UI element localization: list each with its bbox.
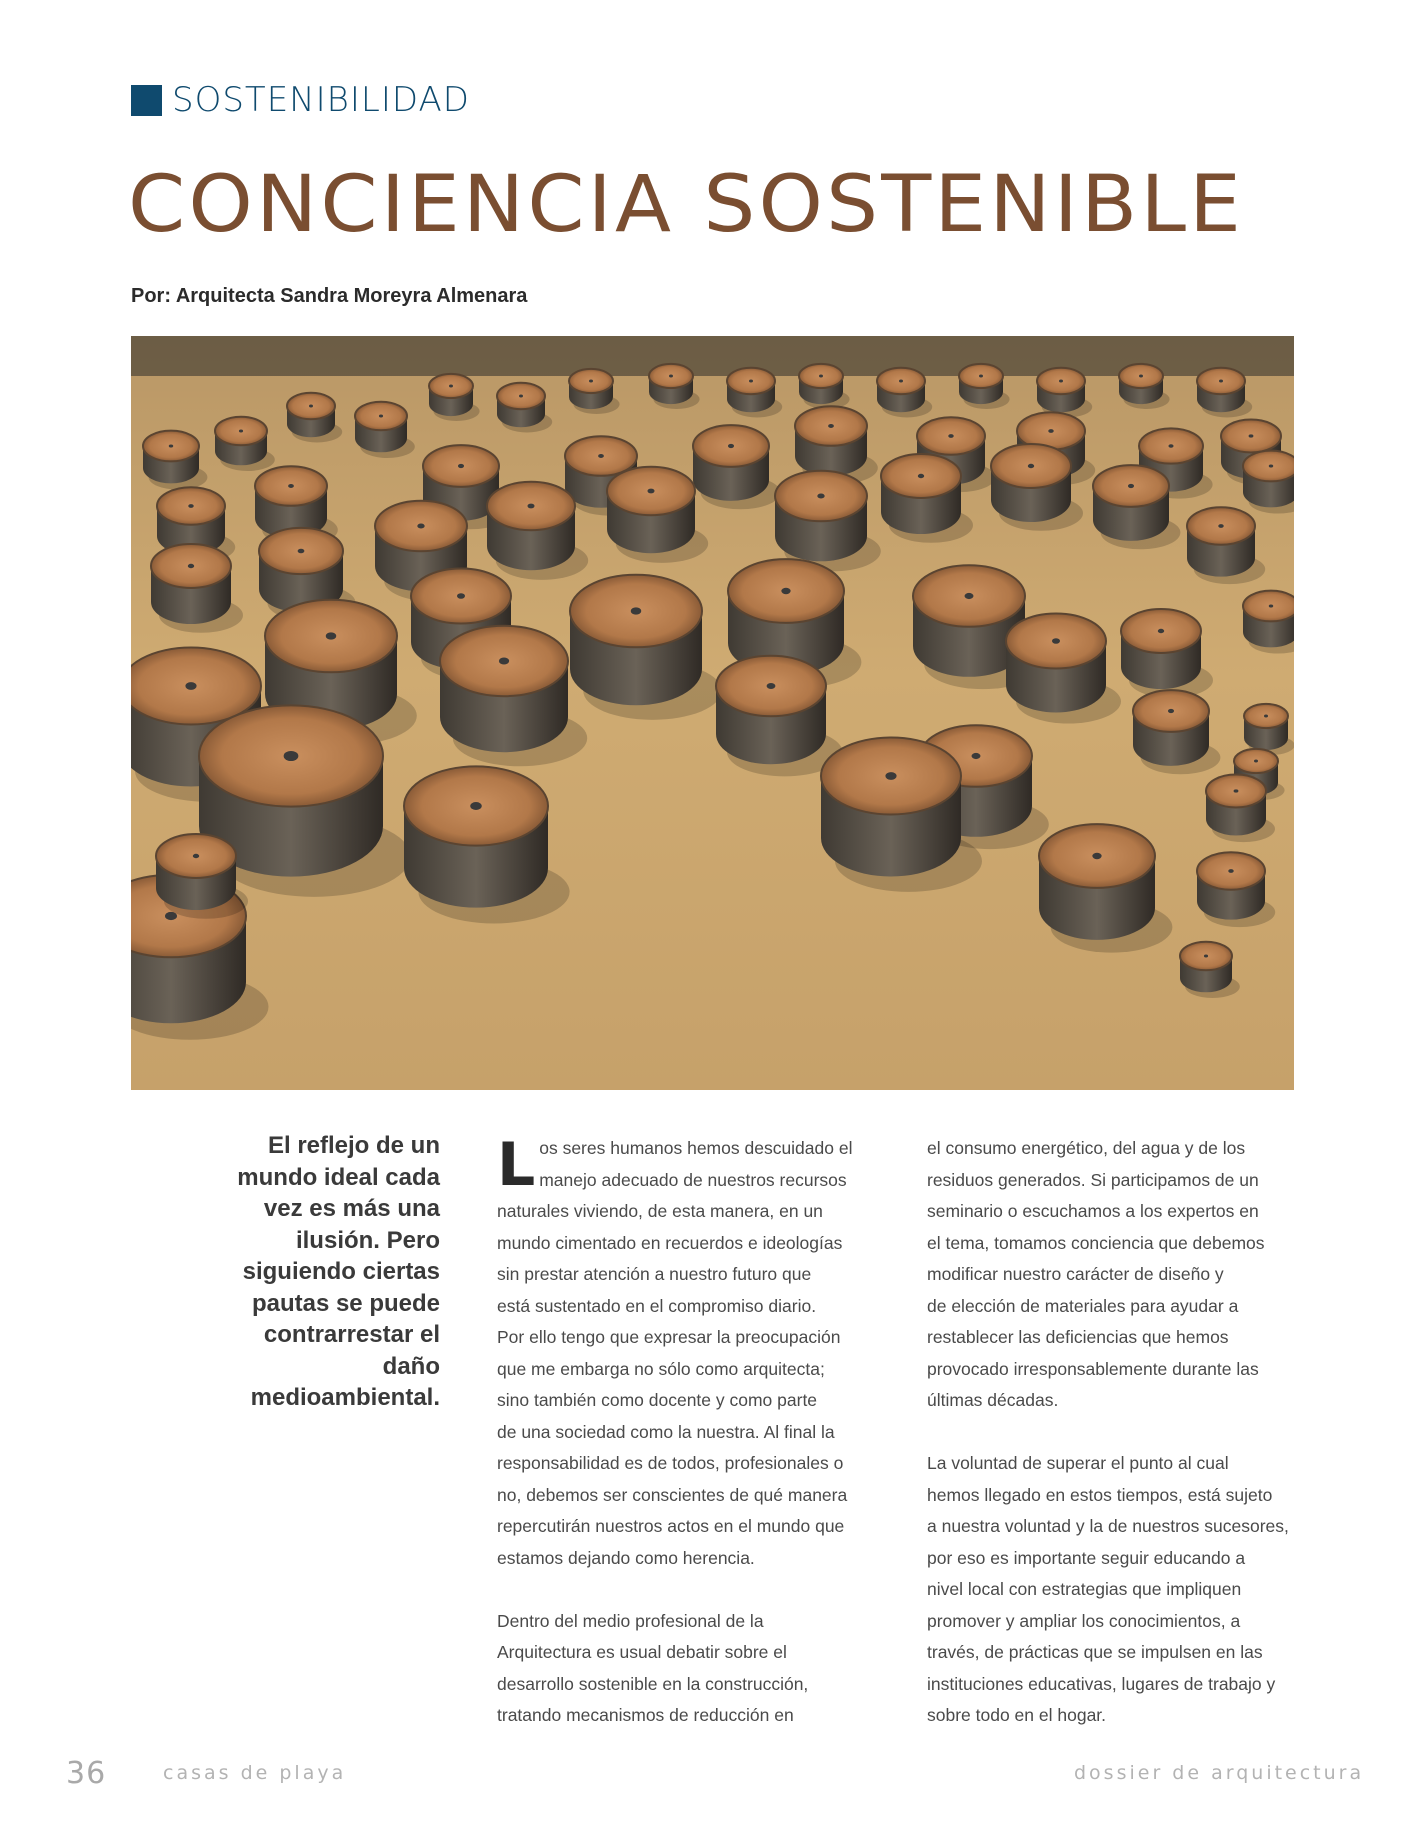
- text-line: por eso es importante seguir educando a: [927, 1547, 1246, 1568]
- wood-stump: [1197, 368, 1252, 418]
- page-number: 36: [66, 1756, 107, 1791]
- text-line: restablecer las deficiencias que hemos: [927, 1327, 1229, 1347]
- text-line: a nuestra voluntad y la de nuestros sucesores,: [927, 1516, 1289, 1536]
- section-marker-square: [131, 85, 162, 116]
- text-line: Arquitectura es usual debatir sobre el: [497, 1642, 787, 1662]
- wood-stump: [1244, 704, 1294, 755]
- wood-stump: [727, 368, 782, 418]
- text-line: os seres humanos hemos descuidado el: [539, 1138, 853, 1158]
- text-line: que me embarga no sólo como arquitecta;: [497, 1358, 825, 1379]
- wood-stump: [569, 369, 620, 414]
- wood-stump: [1180, 942, 1240, 998]
- magazine-name: casas de playa: [163, 1762, 347, 1784]
- text-line: manejo adecuado de nuestros recursos: [539, 1169, 847, 1190]
- text-line: el consumo energético, del agua y de los: [927, 1138, 1246, 1158]
- article-byline: Por: Arquitecta Sandra Moreyra Almenara: [131, 285, 528, 307]
- text-line: nivel local con estrategias que impliquen: [927, 1579, 1242, 1599]
- text-line: de elección de materiales para ayudar a: [927, 1295, 1239, 1316]
- wood-stump: [1243, 591, 1294, 654]
- text-line: está sustentado en el compromiso diario.: [497, 1295, 817, 1316]
- text-line: desarrollo sostenible en la construcción,: [497, 1673, 809, 1694]
- text-line: Dentro del medio profesional de la: [497, 1610, 764, 1631]
- text-line: hemos llegado en estos tiempos, está sujeto: [927, 1484, 1273, 1505]
- text-line: seminario o escuchamos a los expertos en: [927, 1201, 1259, 1221]
- text-line: naturales viviendo, de esta manera, en un: [497, 1201, 823, 1221]
- text-line: La voluntad de superar el punto al cual: [927, 1453, 1229, 1473]
- wood-stump: [287, 393, 342, 443]
- wood-stump: [1037, 368, 1092, 418]
- text-line: residuos generados. Si participamos de un: [927, 1169, 1259, 1190]
- text-line: mundo cimentado en recuerdos e ideologías: [497, 1232, 843, 1253]
- text-line: modificar nuestro carácter de diseño y: [927, 1264, 1224, 1284]
- wood-stump: [1197, 852, 1275, 927]
- section-header: [131, 80, 470, 120]
- section-label: SOSTENIBILIDAD: [172, 80, 470, 120]
- wood-stump: [1243, 451, 1294, 514]
- wood-stump: [649, 364, 700, 409]
- wood-stump: [1187, 507, 1265, 584]
- wood-stump: [1119, 364, 1170, 409]
- paragraph-3: [927, 1133, 1303, 1417]
- text-line: de una sociedad como la nuestra. Al final la: [497, 1421, 835, 1442]
- text-line: sino también como docente y como parte: [497, 1390, 818, 1410]
- wood-stump: [799, 364, 850, 409]
- article-photo: [131, 336, 1294, 1090]
- text-line: promover y ampliar los conocimientos, a: [927, 1610, 1241, 1631]
- text-line: Por ello tengo que expresar la preocupación: [497, 1327, 841, 1347]
- wood-stump: [355, 402, 415, 458]
- wood-stump: [1206, 775, 1275, 843]
- text-line: repercutirán nuestros actos en el mundo que: [497, 1516, 845, 1536]
- wood-stump: [215, 417, 275, 471]
- text-line: instituciones educativas, lugares de trabajo y: [927, 1673, 1276, 1694]
- text-line: través, de prácticas que se impulsen en las: [927, 1642, 1263, 1662]
- text-line: provocado irresponsablemente durante las: [927, 1358, 1259, 1379]
- text-line: últimas décadas.: [927, 1390, 1059, 1410]
- wood-stump: [877, 368, 932, 418]
- footer-section-label: dossier de arquitectura: [1074, 1762, 1365, 1784]
- paragraph-1: [497, 1130, 873, 1574]
- article-title: CONCIENCIA SOSTENIBLE: [128, 160, 1245, 250]
- text-line: estamos dejando como herencia.: [497, 1547, 755, 1568]
- text-line: responsabilidad es de todos, profesionales o: [497, 1453, 844, 1473]
- paragraph-4: [927, 1448, 1303, 1732]
- text-line: sobre todo en el hogar.: [927, 1705, 1107, 1725]
- text-line: no, debemos ser conscientes de qué manera: [497, 1484, 848, 1505]
- wood-stump: [429, 374, 480, 421]
- text-line: sin prestar atención a nuestro futuro que: [497, 1264, 812, 1284]
- body-column-1: [497, 1130, 873, 1732]
- wood-stump: [497, 383, 552, 433]
- text-line: el tema, tomamos conciencia que debemos: [927, 1232, 1265, 1253]
- body-column-2: [927, 1133, 1303, 1732]
- text-line: tratando mecanismos de reducción en: [497, 1705, 794, 1725]
- paragraph-2: [497, 1606, 873, 1732]
- drop-cap: L: [497, 1130, 536, 1200]
- wood-stump: [959, 364, 1010, 409]
- lead-quote: El reflejo de un mundo ideal cada vez es más una ilusión. Pero siguiendo ciertas pautas se puede contrarrestar el daño medioambiental.: [237, 1132, 440, 1411]
